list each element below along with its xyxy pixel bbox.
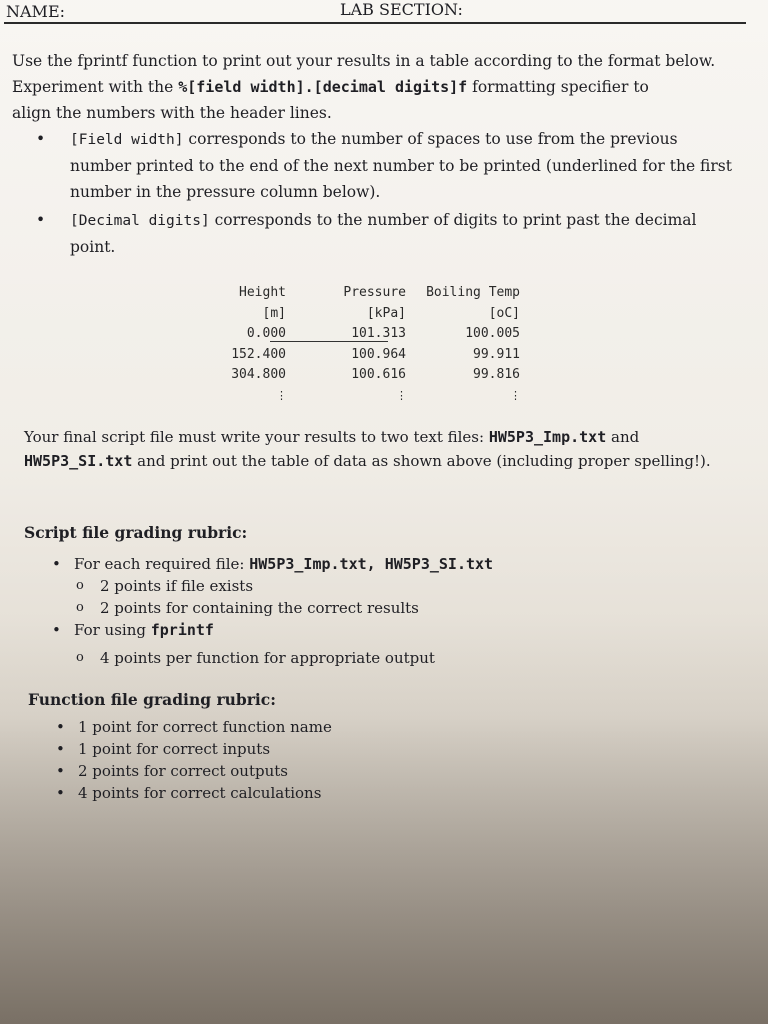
final-note-b: and (606, 428, 640, 446)
table-column-pressure (306, 283, 406, 406)
bullet-code: [Decimal digits] (70, 213, 210, 229)
sub-bullet-ring: o (76, 650, 84, 665)
rubric-text: 1 point for correct function name (78, 718, 332, 736)
script-rubric-subitem (52, 597, 493, 619)
bullet-dot: • (36, 130, 46, 148)
script-rubric-subitem (52, 647, 493, 669)
script-rubric-title: Script file grading rubric: (24, 523, 248, 542)
function-rubric-item (56, 716, 332, 738)
bullet-field-width (30, 126, 740, 205)
intro-line-3: align the numbers with the header lines. (12, 104, 332, 122)
rubric-text: 4 points for correct calculations (78, 784, 322, 802)
table-cell: 0.000 (246, 326, 286, 341)
rubric-text: For using (74, 621, 151, 639)
bullet-dot: • (36, 211, 46, 229)
final-note (24, 425, 724, 473)
bullet-dot: • (56, 740, 65, 758)
intro-line-2-a: Experiment with the (12, 78, 179, 96)
table-column-height (220, 283, 286, 406)
rubric-subtext: 2 points for containing the correct results (100, 599, 419, 617)
function-rubric-item (56, 738, 332, 760)
bullet-dot: • (52, 555, 61, 573)
table-header: Height (239, 285, 286, 300)
rubric-subtext: 4 points per function for appropriate output (100, 649, 435, 667)
rubric-code: HW5P3_Imp.txt, HW5P3_SI.txt (249, 555, 494, 573)
intro-line-1: Use the fprintf function to print out your results in a table according to the format below. (12, 52, 716, 70)
table-cell: 101.313 (351, 326, 406, 341)
lab-section-label: LAB SECTION: (340, 0, 463, 19)
function-rubric-title: Function file grading rubric: (28, 690, 276, 709)
format-specifier-code: %[field width].[decimal digits]f (178, 78, 468, 96)
bullet-dot: • (56, 762, 65, 780)
table-unit: [m] (262, 305, 286, 321)
bullet-dot: • (56, 784, 65, 802)
table-cell: 304.800 (231, 367, 286, 382)
rubric-text: For each required file: (74, 555, 250, 573)
table-cell: 152.400 (231, 346, 286, 362)
file-name-imp: HW5P3_Imp.txt (488, 428, 607, 446)
rubric-text: 1 point for correct inputs (78, 740, 271, 758)
table-column-boiling-temp (398, 283, 520, 406)
final-note-a: Your final script file must write your results to two text files: (24, 428, 489, 446)
script-rubric-item (52, 619, 493, 641)
table-continuation: ⋮ (510, 388, 520, 402)
table-cell: 100.964 (351, 346, 406, 362)
intro-paragraph (12, 48, 752, 126)
rubric-code: fprintf (150, 621, 214, 639)
rubric-subtext: 2 points if file exists (100, 577, 254, 595)
field-width-underline (270, 341, 388, 342)
table-cell: 100.005 (465, 326, 520, 341)
header-divider (4, 22, 746, 24)
sub-bullet-ring: o (76, 600, 84, 615)
intro-line-2-b: formatting specifier to (467, 78, 649, 96)
table-unit: [oC] (488, 305, 520, 321)
script-rubric-subitem (52, 575, 493, 597)
script-rubric-list (52, 553, 493, 669)
bullet-dot: • (52, 621, 61, 639)
final-note-c: and print out the table of data as shown above (including proper spelling!). (132, 452, 711, 470)
bullet-text: corresponds to the number of digits to print past the decimal point. (70, 211, 697, 256)
table-continuation: ⋮ (396, 388, 406, 402)
script-rubric-item (52, 553, 493, 575)
bullet-dot: • (56, 718, 65, 736)
table-header: Pressure (343, 285, 406, 300)
function-rubric-item (56, 760, 332, 782)
table-cell: 100.616 (351, 367, 406, 382)
name-label: NAME: (6, 2, 66, 21)
table-cell: 99.816 (473, 367, 520, 382)
file-name-si: HW5P3_SI.txt (24, 452, 133, 470)
table-header: Boiling Temp (426, 285, 520, 300)
bullet-list (30, 126, 740, 260)
intro-line-2 (12, 74, 752, 100)
bullet-decimal-digits (30, 207, 740, 260)
table-cell: 99.911 (473, 346, 520, 362)
function-rubric-item (56, 782, 332, 804)
table-unit: [kPa] (366, 305, 406, 321)
table-continuation: ⋮ (276, 388, 286, 402)
sub-bullet-ring: o (76, 578, 84, 593)
bullet-code: [Field width] (70, 132, 184, 148)
bullet-text: corresponds to the number of spaces to use from the previous number printed to the end of the next number to be printed (underlined for the first number in the pressure column below). (70, 130, 732, 201)
function-rubric-list (56, 716, 332, 804)
rubric-text: 2 points for correct outputs (78, 762, 288, 780)
